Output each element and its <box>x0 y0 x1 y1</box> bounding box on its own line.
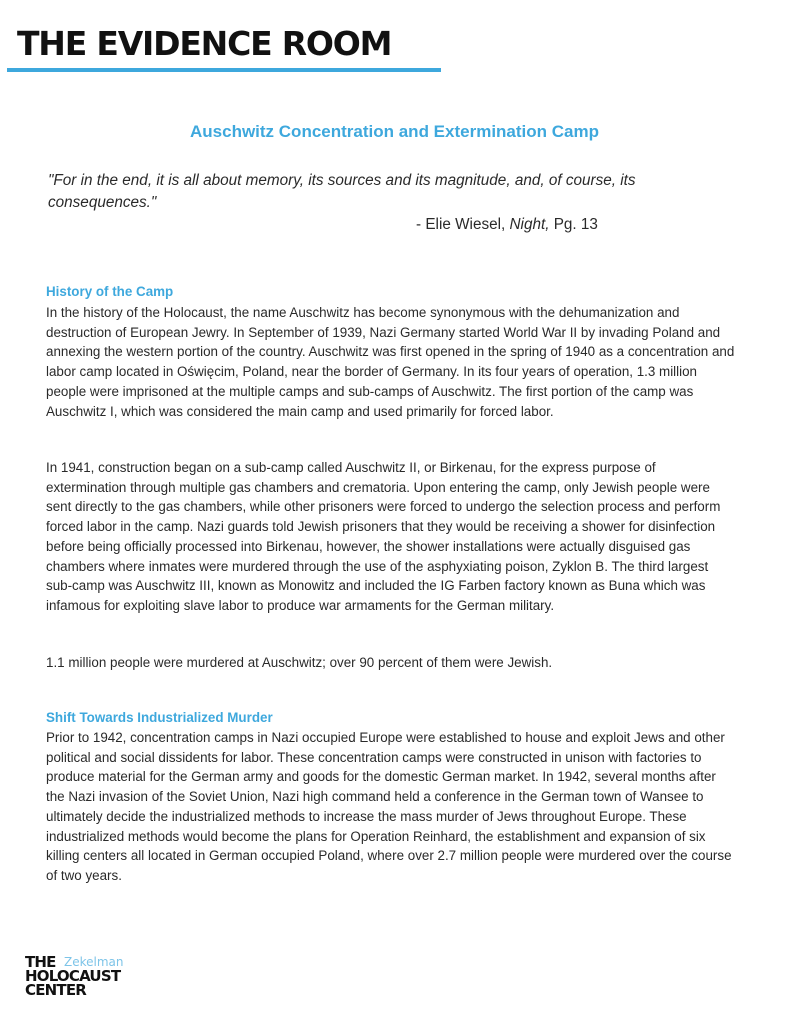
paragraph: In the history of the Holocaust, the name Auschwitz has become synonymous with the dehumanization and destruction of European Jewry. In September of 1939, Nazi Germany started World War II by invading Poland and annexing the western portion of the country. Auschwitz was first opened in the spring of 1940 as a concentration and labor camp located in Oświęcim, Poland, near the border of Germany. In its four years of operation, 1.3 million people were imprisoned at the multiple camps and sub-camps of Auschwitz. The first portion of the camp was Auschwitz I, which was considered the main camp and used primarily for forced labor. <box>46 305 735 419</box>
paragraph: 1.1 million people were murdered at Auschwitz; over 90 percent of them were Jewish. <box>46 655 553 670</box>
paragraph: Prior to 1942, concentration camps in Nazi occupied Europe were established to house and exploit Jews and other political and social dissidents for labor. These concentration camps were constructed in unison with factories to produce material for the German army and goods for the domestic German market. In 1942, several months after the Nazi invasion of the Soviet Union, Nazi high command held a conference in the German town of Wansee to ultimately decide the industrialized methods to increase the mass murder of Jews throughout Europe. These industrialized methods would become the plans for Operation Reinhard, the establishment and expansion of six killing centers all located in German occupied Poland, where over 2.7 million people were murdered over the course of two years. <box>46 730 732 883</box>
masthead-title: THE EVIDENCE ROOM <box>17 24 392 63</box>
attribution-page: Pg. 13 <box>549 216 598 233</box>
section-heading-history: History of the Camp <box>46 284 174 299</box>
document-title: Auschwitz Concentration and Extermination Camp <box>190 122 599 141</box>
quote-attribution <box>416 214 598 236</box>
attribution-author: - Elie Wiesel, <box>416 216 510 233</box>
logo-line-the: THE <box>25 953 56 971</box>
section-heading-industrialized-murder: Shift Towards Industrialized Murder <box>46 710 273 725</box>
epigraph-quote: "For in the end, it is all about memory, its sources and its magnitude, and, of course, its consequences." <box>48 172 636 211</box>
logo-line-holocaust: HOLOCAUST <box>25 967 121 985</box>
attribution-book: Night, <box>509 216 550 233</box>
holocaust-center-logo <box>25 953 124 999</box>
logo-script-zekelman: Zekelman <box>64 955 124 969</box>
masthead-underline <box>7 68 441 72</box>
logo-line-center: CENTER <box>25 981 87 999</box>
paragraph: In 1941, construction began on a sub-camp called Auschwitz II, or Birkenau, for the express purpose of extermination through multiple gas chambers and crematoria. Upon entering the camp, only Jewish people were sent directly to the gas chambers, while other prisoners were forced to undergo the selection process and perform forced labor in the camp. Nazi guards told Jewish prisoners that they would be receiving a shower for disinfection before being officially processed into Birkenau, however, the shower installations were actually disguised gas chambers where inmates were murdered through the use of the asphyxiating poison, Zyklon B. The third largest sub-camp was Auschwitz III, known as Monowitz and included the IG Farben factory known as Buna which was infamous for exploiting slave labor to produce war armaments for the German military. <box>46 460 721 613</box>
